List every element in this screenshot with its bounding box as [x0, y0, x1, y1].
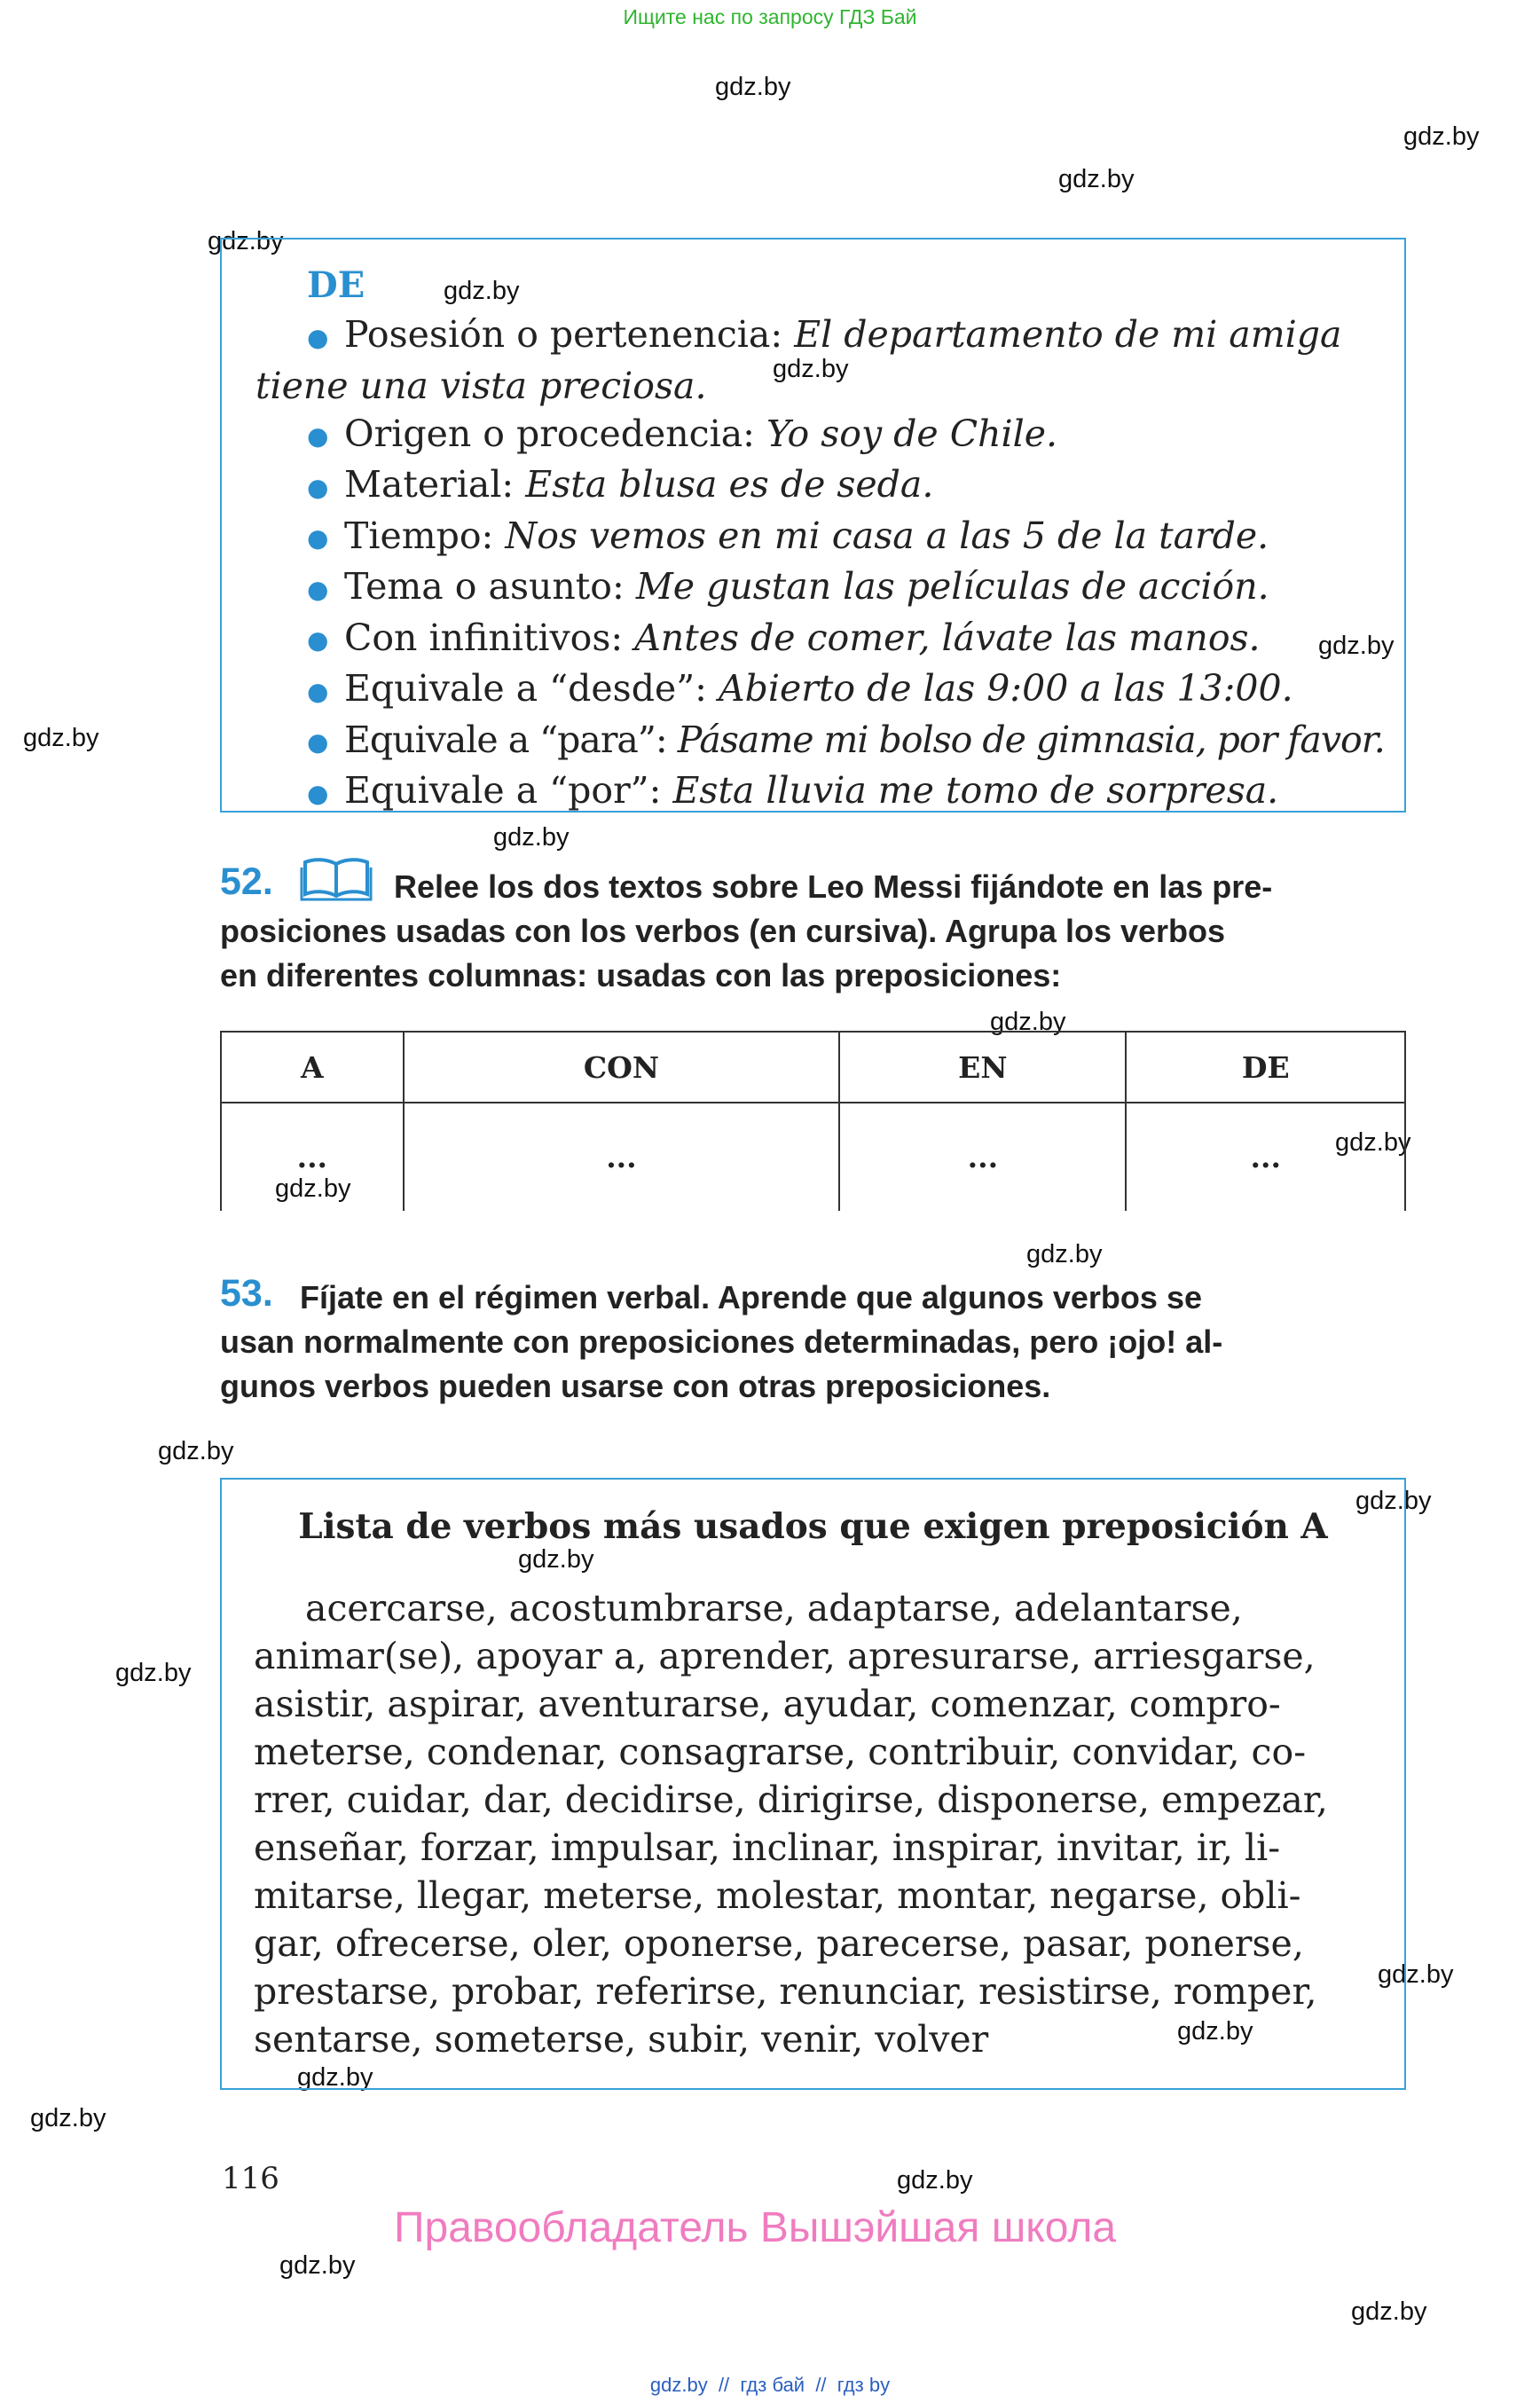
- verb-list-line: prestarse, probar, referirse, renunciar, resistirse, romper,: [254, 1970, 1317, 2013]
- watermark: gdz.by: [158, 1437, 234, 1465]
- verb-list-line: meterse, condenar, consagrarse, contribuir, convidar, co-: [254, 1731, 1307, 1773]
- exercise-53-text: [220, 1276, 1406, 1409]
- exercise-52-line: en diferentes columnas: usadas con las preposiciones:: [220, 957, 1062, 993]
- watermark: gdz.by: [1355, 1487, 1432, 1515]
- verb-list-line: gar, ofrecerse, oler, oponerse, parecerse, pasar, ponerse,: [254, 1922, 1304, 1965]
- table-cell: ...: [404, 1103, 840, 1211]
- watermark: gdz.by: [279, 2251, 356, 2280]
- verb-list-line: acercarse, acostumbrarse, adaptarse, adelantarse,: [305, 1587, 1243, 1629]
- bullet-icon: ●: [307, 472, 329, 502]
- de-item-posesion: ● Posesión o pertenencia: El departamento de mi amiga: [255, 310, 1382, 362]
- de-item-desde: ● Equivale a “desde”: Abierto de las 9:00 a las 13:00.: [255, 664, 1382, 716]
- bullet-icon: ●: [307, 676, 329, 706]
- watermark: gdz.by: [208, 227, 284, 255]
- watermark: gdz.by: [1177, 2017, 1253, 2046]
- table-header-row: [221, 1032, 1405, 1103]
- watermark: gdz.by: [1351, 2297, 1427, 2326]
- table-cell: ...: [221, 1103, 404, 1211]
- watermark: gdz.by: [493, 823, 570, 852]
- de-item-tema: ● Tema o asunto: Me gustan las películas de acción.: [255, 562, 1382, 614]
- bullet-icon: ●: [307, 574, 329, 604]
- watermark: gdz.by: [297, 2063, 373, 2092]
- watermark: gdz.by: [715, 73, 791, 101]
- watermark: gdz.by: [1026, 1240, 1103, 1268]
- watermark: gdz.by: [1058, 165, 1135, 193]
- watermark: gdz.by: [444, 277, 520, 305]
- table-row: [221, 1103, 1405, 1211]
- watermark: gdz.by: [773, 355, 849, 383]
- verb-list-title: Lista de verbos más usados que exigen preposición A: [298, 1506, 1328, 1547]
- bullet-icon: ●: [307, 778, 329, 808]
- exercise-52-line: posiciones usadas con los verbos (en cursiva). Agrupa los verbos: [220, 913, 1226, 949]
- de-item-infinitivos: ● Con infinitivos: Antes de comer, lávate las manos.: [255, 614, 1382, 665]
- exercise-52-line: Relee los dos textos sobre Leo Messi fijándote en las pre-: [394, 868, 1273, 905]
- footer-links[interactable]: gdz.by // гдз бай // гдз by: [649, 2374, 891, 2396]
- de-item-tiempo: ● Tiempo: Nos vemos en mi casa a las 5 de la tarde.: [255, 512, 1382, 563]
- watermark: gdz.by: [990, 1008, 1066, 1036]
- watermark: gdz.by: [897, 2166, 973, 2195]
- rights-holder: Правообладатель Вышэйшая школа: [394, 2204, 1117, 2251]
- table-header-a: A: [221, 1032, 404, 1103]
- de-usage-list: [255, 310, 1385, 818]
- watermark: gdz.by: [30, 2104, 106, 2132]
- page-number: 116: [222, 2161, 279, 2196]
- de-item-por: ● Equivale a “por”: Esta lluvia me tomo de sorpresa.: [255, 766, 1382, 818]
- bullet-icon: ●: [307, 322, 329, 352]
- exercise-52-number: 52.: [220, 860, 273, 903]
- verb-list-line: asistir, aspirar, aventurarse, ayudar, comenzar, compro-: [254, 1683, 1281, 1725]
- de-item-posesion-continued: tiene una vista preciosa.: [255, 364, 707, 407]
- de-item-origen: ● Origen o procedencia: Yo soy de Chile.: [255, 410, 1382, 461]
- bullet-icon: ●: [307, 625, 329, 655]
- preposition-table: [220, 1031, 1406, 1211]
- table-cell: ...: [1126, 1103, 1405, 1211]
- watermark: gdz.by: [275, 1174, 351, 1203]
- exercise-53-line: Fíjate en el régimen verbal. Aprende que algunos verbos se: [300, 1279, 1202, 1315]
- verb-list-box: [220, 1478, 1406, 2090]
- watermark: gdz.by: [1378, 1960, 1454, 1989]
- de-item-material: ● Material: Esta blusa es de seda.: [255, 460, 1382, 512]
- watermark: gdz.by: [1318, 632, 1395, 660]
- verb-list-line: sentarse, someterse, subir, venir, volver: [254, 2018, 989, 2061]
- bullet-icon: ●: [307, 523, 329, 553]
- verb-list-line: rrer, cuidar, dar, decidirse, dirigirse, disponerse, empezar,: [254, 1779, 1328, 1821]
- verb-list-line: enseñar, forzar, impulsar, inclinar, inspirar, invitar, ir, li-: [254, 1826, 1281, 1869]
- watermark: gdz.by: [1403, 122, 1480, 151]
- table-cell: ...: [839, 1103, 1126, 1211]
- exercise-53-line: gunos verbos pueden usarse con otras preposiciones.: [220, 1368, 1051, 1404]
- bullet-icon: ●: [307, 421, 329, 451]
- de-item-para: ● Equivale a “para”: Pásame mi bolso de gimnasia, por favor.: [255, 716, 1382, 767]
- watermark: gdz.by: [518, 1545, 594, 1574]
- exercise-53-line: usan normalmente con preposiciones determinadas, pero ¡ojo! al-: [220, 1323, 1223, 1360]
- bullet-icon: ●: [307, 727, 328, 757]
- watermark: gdz.by: [23, 724, 99, 752]
- verb-list-line: mitarse, llegar, meterse, molestar, montar, negarse, obli-: [254, 1874, 1301, 1917]
- exercise-53-number: 53.: [220, 1272, 273, 1315]
- watermark: gdz.by: [1335, 1128, 1411, 1157]
- table-header-en: EN: [839, 1032, 1126, 1103]
- table-header-de: DE: [1126, 1032, 1405, 1103]
- verb-list-body: [254, 1584, 1368, 2063]
- table-header-con: CON: [404, 1032, 840, 1103]
- de-heading: DE: [307, 264, 365, 306]
- top-banner: Ищите нас по запросу ГДЗ Бай: [623, 5, 917, 28]
- watermark: gdz.by: [115, 1659, 192, 1687]
- verb-list-line: animar(se), apoyar a, aprender, apresurarse, arriesgarse,: [254, 1635, 1316, 1677]
- de-info-box: [220, 238, 1406, 813]
- exercise-52-text: [220, 865, 1406, 998]
